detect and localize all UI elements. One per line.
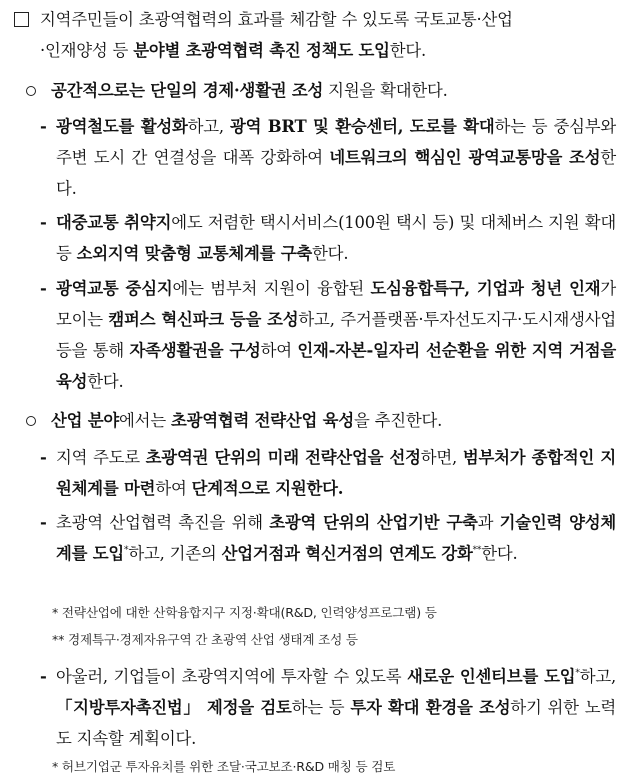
space-item-1-e: 네트워크의 핵심인 광역교통망을 조성 <box>329 148 601 167</box>
dash-bullet: - <box>40 279 47 298</box>
space-item-3-d: 가 모이는 <box>56 279 616 329</box>
space-item-3-c: 도심융합특구, 기업과 청년 인재 <box>370 279 601 298</box>
space-item-3-b: 에는 범부처 지원이 융합된 <box>172 279 371 298</box>
industry-item-3-f: 투자 확대 환경을 조성 <box>350 698 511 717</box>
industry-item-3-e: 하는 등 <box>291 698 351 717</box>
space-item-1-b: 하고, <box>187 117 230 136</box>
space-item-2-c: 소외지역 맞춤형 교통체계를 구축 <box>76 244 313 263</box>
footnote-marker: * <box>575 668 580 679</box>
space-heading <box>51 75 621 106</box>
industry-item-3-a: 아울러, 기업들이 초광역지역에 투자할 수 있도록 <box>56 667 407 686</box>
space-heading-rest: 지원을 확대한다. <box>323 81 448 100</box>
industry-item-1-d: 범부처가 종합적인 지원체계를 마련 <box>56 448 616 498</box>
industry-heading-a: 산업 분야 <box>51 411 120 430</box>
space-item-3-e: 캠퍼스 혁신파크 등을 조성 <box>108 310 299 329</box>
space-item-1 <box>56 111 616 204</box>
dash-bullet: - <box>40 117 47 136</box>
industry-item-2-e: 하고, 기존의 <box>128 544 222 563</box>
industry-item-2-a: 초광역 산업협력 촉진을 위해 <box>56 513 270 532</box>
square-bullet-icon <box>14 12 29 27</box>
space-item-3-g: 자족생활권을 구성 <box>129 341 261 360</box>
industry-item-1 <box>56 442 616 504</box>
industry-item-2-f: 산업거점과 혁신거점의 연계도 강화 <box>221 544 473 563</box>
industry-item-2 <box>56 507 616 569</box>
space-item-3-i: 인재-자본-일자리 선순환을 위한 지역 거점을 육성 <box>56 341 617 391</box>
space-item-3-f: 하고, 주거플랫폼·투자선도지구·도시재생사업 등을 통해 <box>56 310 616 360</box>
industry-item-3-g: 하기 위한 노력도 지속할 계획이다. <box>56 698 617 748</box>
industry-item-1-f: 단계적으로 지원한다. <box>191 479 344 498</box>
footnote-marker: ** <box>472 545 482 556</box>
circle-bullet-icon <box>26 86 36 96</box>
dash-bullet: - <box>40 448 47 467</box>
industry-item-2-g: 한다. <box>481 544 518 563</box>
space-item-3-h: 하여 <box>260 341 298 360</box>
space-item-3 <box>56 273 616 397</box>
space-item-3-j: 한다. <box>87 372 124 391</box>
footnote-2: ** 경제특구·경제자유구역 간 초광역 산업 생태계 조성 등 <box>52 632 358 647</box>
space-heading-emphasis: 공간적으로는 단일의 경제·생활권 조성 <box>51 81 324 100</box>
intro-paragraph <box>40 4 620 66</box>
space-item-2-a: 대중교통 취약지 <box>56 213 172 232</box>
industry-item-2-d: 기술인력 양성체계를 도입 <box>56 513 616 563</box>
space-item-2-b: 에도 저렴한 택시서비스(100원 택시 등) 및 대체버스 지원 확대 등 <box>56 213 616 263</box>
intro-line-2c: 한다. <box>389 41 427 60</box>
space-item-1-c: 광역 BRT 및 환승센터, 도로를 확대 <box>229 117 495 136</box>
footnote-1: * 전략산업에 대한 산학융합지구 지정·확대(R&D, 인력양성프로그램) 등 <box>52 605 437 620</box>
industry-item-3-c: 하고, <box>579 667 616 686</box>
space-item-1-f: 한다. <box>56 148 617 198</box>
industry-item-3 <box>56 661 616 754</box>
industry-item-1-a: 지역 주도로 <box>56 448 146 467</box>
dash-bullet: - <box>40 667 47 686</box>
industry-item-1-e: 하여 <box>155 479 192 498</box>
intro-line-1: 지역주민들이 초광역협력의 효과를 체감할 수 있도록 국토교통·산업 <box>40 10 513 29</box>
industry-item-2-b: 초광역 단위의 산업기반 구축 <box>269 513 478 532</box>
space-item-3-a: 광역교통 중심지 <box>56 279 173 298</box>
industry-item-3-d: 「지방투자촉진법」 제정을 검토 <box>56 698 292 717</box>
industry-heading-b: 에서는 <box>119 411 171 430</box>
space-item-1-d: 하는 등 중심부와 주변 도시 간 연결성을 대폭 강화하여 <box>56 117 617 167</box>
industry-heading-c: 초광역협력 전략산업 육성 <box>170 411 354 430</box>
space-item-1-a: 광역철도를 활성화 <box>56 117 188 136</box>
space-item-2-d: 한다. <box>312 244 349 263</box>
industry-item-1-c: 하면, <box>420 448 463 467</box>
dash-bullet: - <box>40 213 47 232</box>
space-item-2 <box>56 207 616 269</box>
industry-heading-d: 을 추진한다. <box>353 411 443 430</box>
intro-line-2a: ·인재양성 등 <box>40 41 134 60</box>
intro-emphasis: 분야별 초광역협력 촉진 정책도 도입 <box>133 41 390 60</box>
footnote-3: * 허브기업군 투자유치를 위한 조달·국고보조·R&D 매칭 등 검토 <box>52 759 396 774</box>
circle-bullet-icon <box>26 416 36 426</box>
footnote-marker: * <box>124 545 129 556</box>
dash-bullet: - <box>40 513 47 532</box>
industry-item-2-c: 과 <box>477 513 500 532</box>
industry-item-1-b: 초광역권 단위의 미래 전략산업을 선정 <box>145 448 421 467</box>
industry-item-3-b: 새로운 인센티브를 도입 <box>406 667 576 686</box>
industry-heading <box>51 405 621 436</box>
